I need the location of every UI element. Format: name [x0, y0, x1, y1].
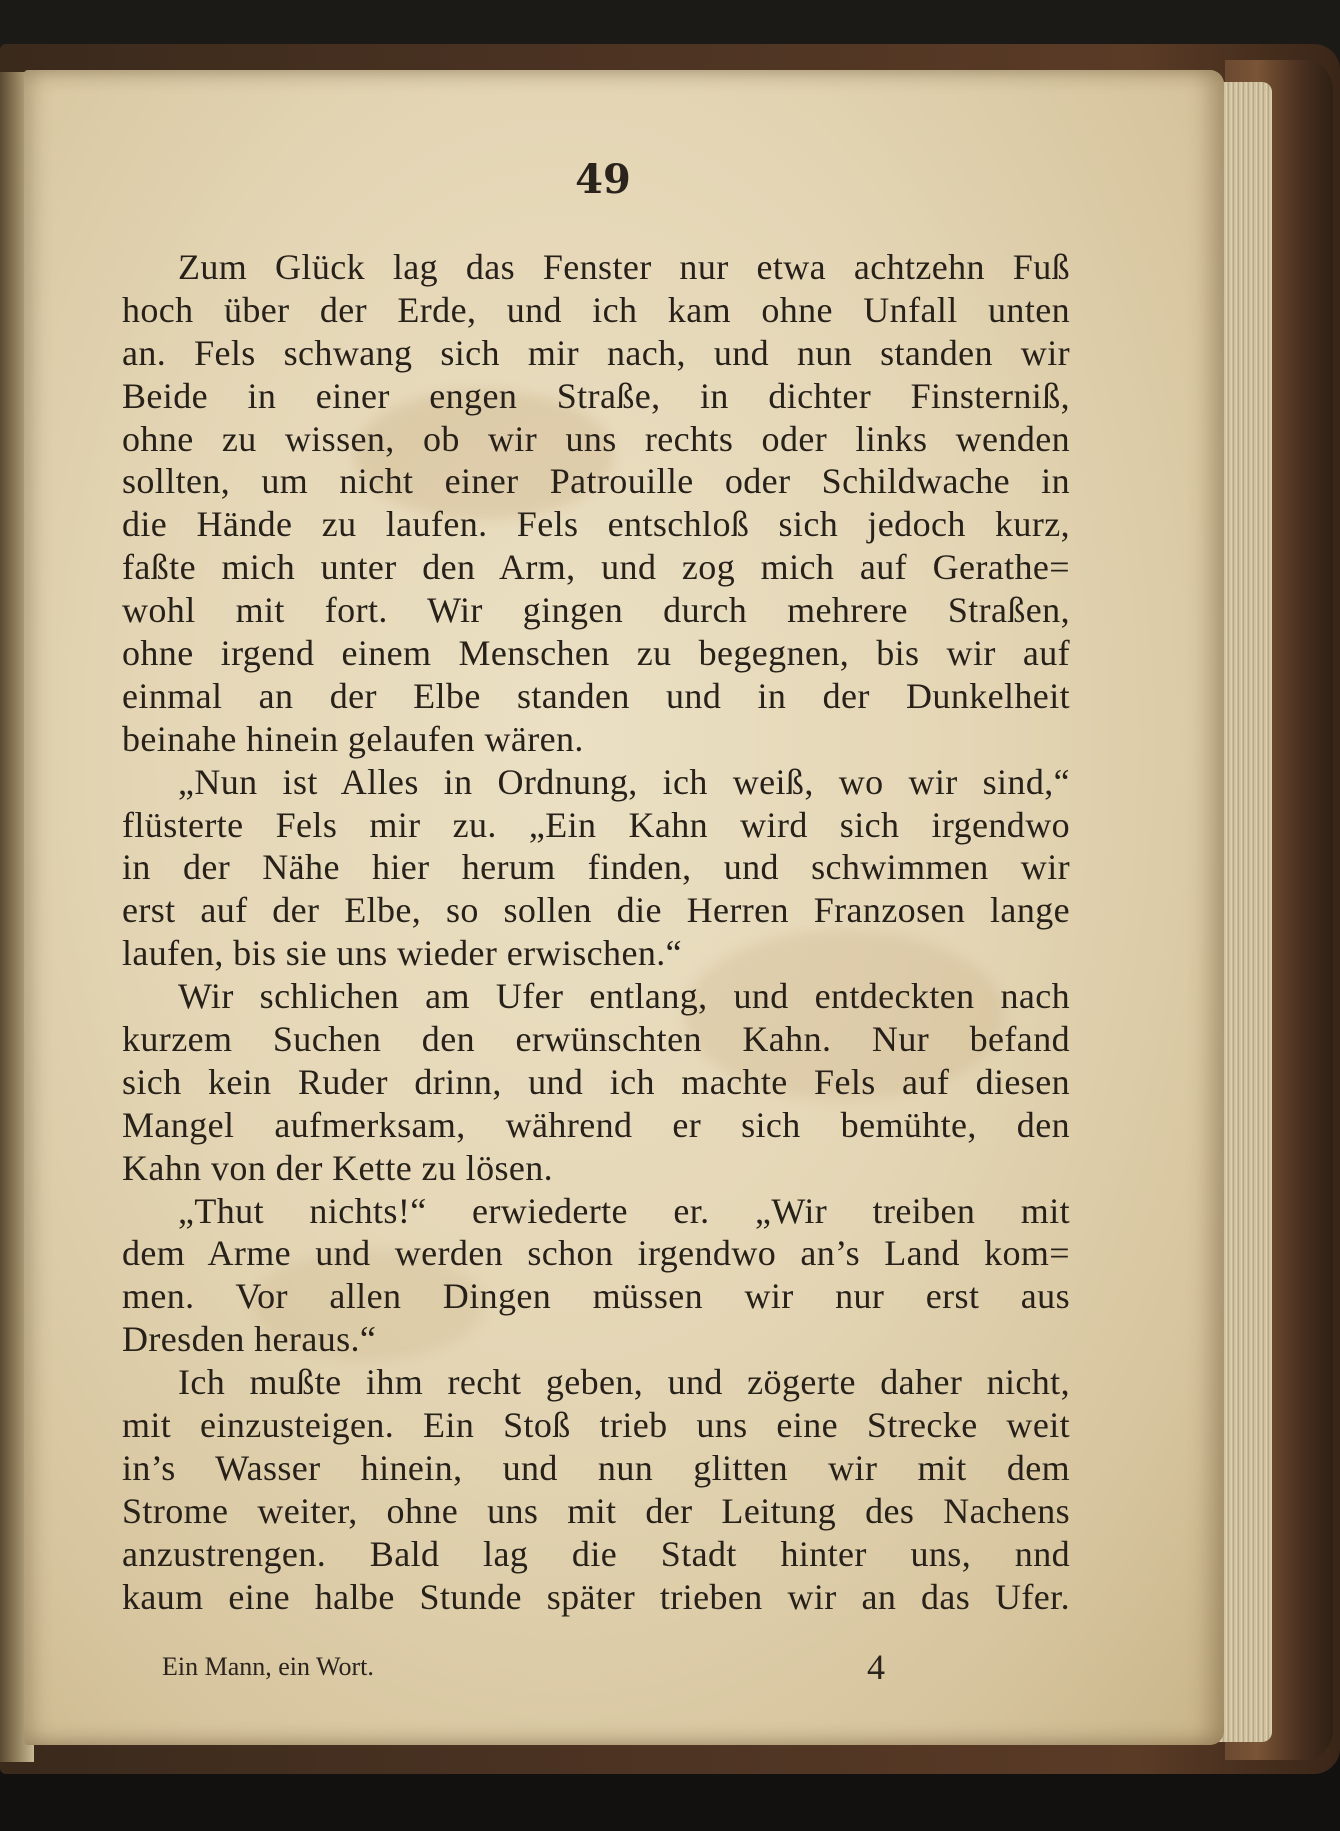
text-line: kurzem Suchen den erwünschten Kahn. Nur befand — [122, 1019, 1070, 1060]
page-number: 49 — [575, 156, 631, 203]
text-line: in der Nähe hier herum finden, und schwimmen wir — [122, 847, 1070, 888]
text-line: Strome weiter, ohne uns mit der Leitung des Nachens — [122, 1490, 1070, 1531]
text-line: laufen, bis sie uns wieder erwischen.“ — [122, 933, 683, 974]
text-line: Zum Glück lag das Fenster nur etwa achtzehn Fuß — [178, 247, 1070, 287]
text-line: ohne zu wissen, ob wir uns rechts oder links wenden — [122, 418, 1070, 459]
text-line: Ich mußte ihm recht geben, und zögerte daher nicht, — [178, 1362, 1070, 1403]
text-line: flüsterte Fels mir zu. „Ein Kahn wird sich irgendwo — [122, 804, 1070, 845]
text-line: Mangel aufmerksam, während er sich bemühte, den — [122, 1104, 1070, 1145]
text-line: Wir schlichen am Ufer entlang, und entdeckten nach — [178, 976, 1070, 1017]
text-line: „Nun ist Alles in Ordnung, ich weiß, wo wir sind,“ — [178, 761, 1070, 802]
text-line: sich kein Ruder drinn, und ich machte Fels auf diesen — [122, 1061, 1070, 1102]
text-line: mit einzusteigen. Ein Stoß trieb uns eine Strecke weit — [122, 1405, 1070, 1446]
text-line: hoch über der Erde, und ich kam ohne Unfall unten — [122, 289, 1070, 330]
text-line: erst auf der Elbe, so sollen die Herren Franzosen lange — [122, 890, 1070, 931]
text-line: sollten, um nicht einer Patrouille oder Schildwache in — [122, 461, 1070, 502]
text-line: Kahn von der Kette zu lösen. — [122, 1147, 554, 1188]
text-line: an. Fels schwang sich mir nach, und nun standen wir — [122, 332, 1070, 373]
text-line: faßte mich unter den Arm, und zog mich auf Gerathe= — [122, 547, 1070, 588]
text-line: „Thut nichts!“ erwiederte er. „Wir treiben mit — [178, 1190, 1070, 1231]
text-line: einmal an der Elbe standen und in der Dunkelheit — [122, 675, 1070, 716]
text-line: ohne irgend einem Menschen zu begegnen, bis wir auf — [122, 633, 1070, 674]
text-line: in’s Wasser hinein, und nun glitten wir mit dem — [122, 1447, 1070, 1488]
page-footer — [162, 1645, 922, 1689]
body-text — [122, 246, 1070, 1619]
text-line: Dresden heraus.“ — [122, 1319, 377, 1360]
text-line: beinahe hinein gelaufen wären. — [122, 718, 584, 759]
text-line: wohl mit fort. Wir gingen durch mehrere Straßen, — [122, 590, 1070, 631]
text-line: dem Arme und werden schon irgendwo an’s Land kom= — [122, 1233, 1070, 1274]
text-line: die Hände zu laufen. Fels entschloß sich jedoch kurz, — [122, 504, 1070, 545]
text-line: Beide in einer engen Straße, in dichter Finsterniß, — [122, 375, 1070, 416]
text-line: kaum eine halbe Stunde später trieben wir an das Ufer. — [122, 1576, 1070, 1617]
running-footer-title: Ein Mann, ein Wort. — [162, 1652, 374, 1681]
signature-mark: 4 — [867, 1647, 885, 1687]
text-line: men. Vor allen Dingen müssen wir nur erst aus — [122, 1276, 1070, 1317]
text-line: anzustrengen. Bald lag die Stadt hinter uns, nnd — [122, 1533, 1070, 1574]
